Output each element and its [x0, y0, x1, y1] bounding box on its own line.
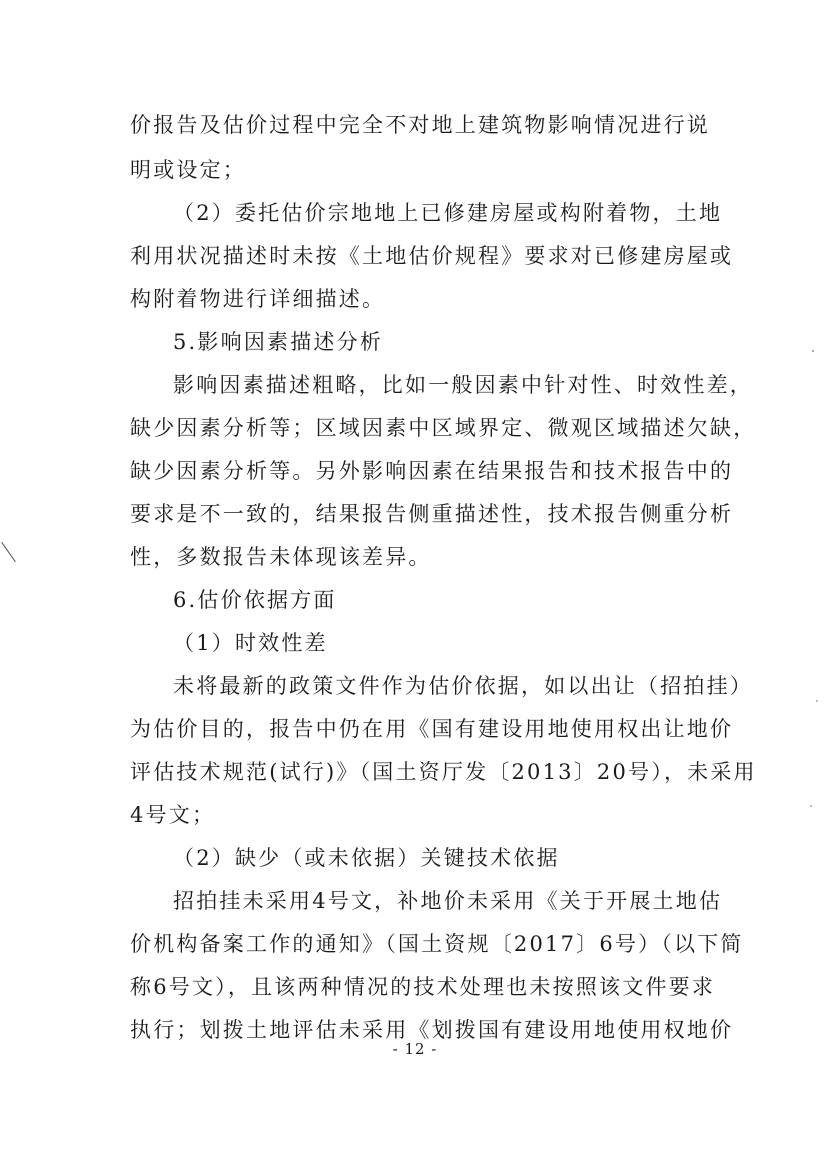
- subheading-1: （1）时效性差: [173, 631, 328, 655]
- text-line-17: 4号文；: [130, 803, 216, 827]
- text-line-3: （2）委托估价宗地地上已修建房屋或构附着物，土地: [173, 201, 723, 225]
- text-line-10: 要求是不一致的，结果报告侧重描述性，技术报告侧重分析: [130, 502, 734, 526]
- scan-mark: [1, 542, 16, 562]
- text-line-5: 构附着物进行详细描述。: [130, 287, 386, 311]
- text-line-11: 性，多数报告未体现该差异。: [130, 545, 432, 569]
- text-line-19: 招拍挂未采用4号文，补地价未采用《关于开展土地估: [173, 889, 723, 913]
- scan-speck: [810, 805, 812, 807]
- subheading-2: （2）缺少（或未依据）关键技术依据: [173, 846, 560, 870]
- text-line-16: 评估技术规范(试行)》（国土资厅发〔2013〕20号），未采用: [130, 760, 757, 784]
- text-line-1: 价报告及估价过程中完全不对地上建筑物影响情况进行说: [130, 113, 710, 137]
- scan-speck: [812, 350, 814, 352]
- text-line-7: 影响因素描述粗略，比如一般因素中针对性、时效性差，: [173, 373, 753, 397]
- text-line-14: 未将最新的政策文件作为估价依据，如以出让（招拍挂）: [173, 674, 753, 698]
- scan-speck: [816, 700, 818, 702]
- page-number: - 12 -: [392, 1040, 438, 1058]
- text-line-20: 价机构备案工作的通知》（国土资规〔2017〕6号）（以下简: [130, 932, 744, 956]
- section-heading-5: 5.影响因素描述分析: [173, 330, 384, 354]
- text-line-22: 执行；划拨土地评估未采用《划拨国有建设用地使用权地价: [130, 1018, 734, 1042]
- text-line-4: 利用状况描述时未按《土地估价规程》要求对已修建房屋或: [130, 244, 734, 268]
- text-line-15: 为估价目的，报告中仍在用《国有建设用地使用权出让地价: [130, 717, 734, 741]
- text-line-9: 缺少因素分析等。另外影响因素在结果报告和技术报告中的: [130, 459, 734, 483]
- section-heading-6: 6.估价依据方面: [173, 588, 337, 612]
- text-line-21: 称6号文），且该两种情况的技术处理也未按照该文件要求: [130, 975, 716, 999]
- text-line-8: 缺少因素分析等；区域因素中区域界定、微观区域描述欠缺，: [130, 416, 757, 440]
- text-line-2: 明或设定；: [130, 158, 246, 182]
